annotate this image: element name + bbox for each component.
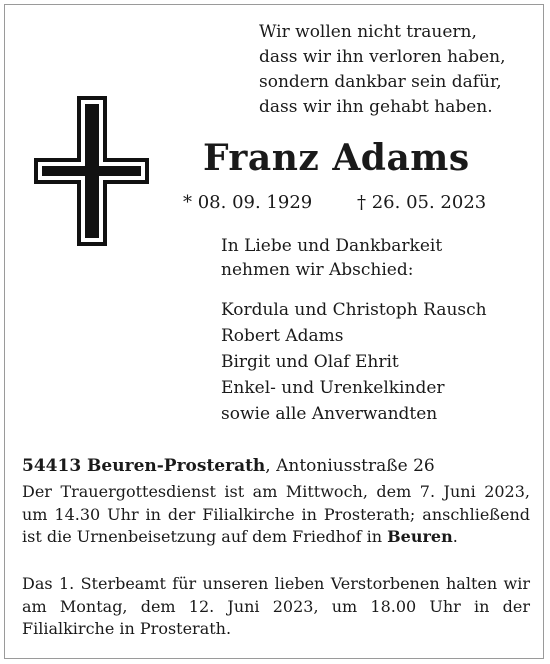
mourner-entry: Enkel- und Urenkelkinder [221,378,445,398]
mourners-list [221,297,487,427]
service-text-end: . [452,527,458,546]
death-date: † 26. 05. 2023 [357,192,487,213]
mourner-entry: sowie alle Anverwandten [221,404,438,424]
burial-place: Beuren [387,527,453,546]
service-notice [22,481,530,549]
intro-line: nehmen wir Abschied: [221,260,414,280]
mourner-entry: Birgit und Olaf Ehrit [221,352,399,372]
farewell-intro [221,234,442,282]
poem-line: dass wir ihn gehabt haben. [259,97,493,117]
family-address [22,454,435,478]
mourner-entry: Robert Adams [221,326,344,346]
poem-line: Wir wollen nicht trauern, [259,22,477,42]
mourner-entry: Kordula und Christoph Rausch [221,300,487,320]
poem-line: sondern dankbar sein dafür, [259,72,502,92]
deceased-name: Franz Adams [203,137,470,179]
address-place: 54413 Beuren-Prosterath [22,456,266,476]
requiem-notice: Das 1. Sterbeamt für unseren lieben Verstorbenen halten wir am Montag, dem 12. Juni 2023, um 18.00 Uhr in der Filialkirche in Prosterath. [22,574,530,638]
intro-line: In Liebe und Dankbarkeit [221,236,443,256]
birth-date: * 08. 09. 1929 [183,192,313,213]
service-text: Der Trauergottesdienst ist am Mittwoch, dem 7. Juni 2023, um 14.30 Uhr in der Filialkirche in Prosterath; anschließend ist die Urnenbeisetzung auf dem Friedhof in [22,482,530,546]
poem-line: dass wir ihn verloren haben, [259,47,506,67]
address-street: , Antoniusstraße 26 [265,456,435,476]
